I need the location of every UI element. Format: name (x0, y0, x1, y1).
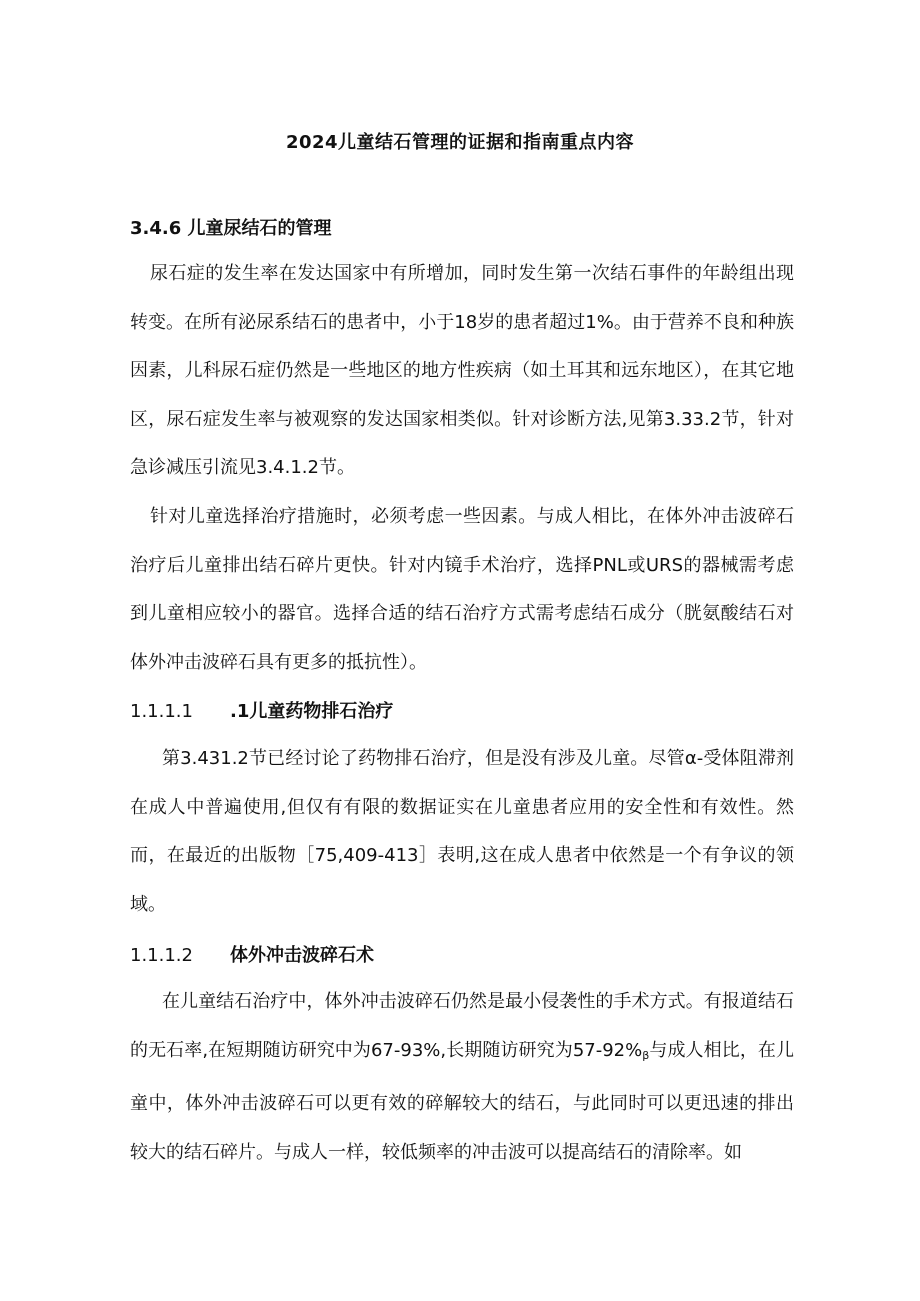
paragraph-4-subscript: β (642, 1048, 650, 1062)
paragraph-4-part-b: 与成人相比，在儿童中，体外冲击波碎石可以更有效的碎解较大的结石，与此同时可以更迅速的排出较大的结石碎片。与成人一样，较低频率的冲击波可以提高结石的清除率。如 (130, 1039, 795, 1163)
subsection-title: .1儿童药物排石治疗 (230, 701, 394, 722)
paragraph-2: 针对儿童选择治疗措施时，必须考虑一些因素。与成人相比，在体外冲击波碎石治疗后儿童排出结石碎片更快。针对内镜手术治疗，选择PNL或URS的器械需考虑到儿童相应较小的器官。选择合适的结石治疗方式需考虑结石成分（胱氨酸结石对体外冲击波碎石具有更多的抵抗性）。 (130, 506, 794, 673)
subsection-heading-2 (130, 941, 374, 967)
paragraph-1: 尿石症的发生率在发达国家中有所增加，同时发生第一次结石事件的年龄组出现转变。在所有泌尿系结石的患者中，小于18岁的患者超过1%。由于营养不良和种族因素，儿科尿石症仍然是一些地区的地方性疾病（如土耳其和远东地区），在其它地区，尿石症发生率与被观察的发达国家相类似。针对诊断方法,见第3.33.2节，针对急诊减压引流见3.4.1.2节。 (130, 263, 794, 478)
paragraph-4 (130, 978, 794, 1177)
subsection-number: 1.1.1.1 (130, 701, 193, 722)
subsection-title: 体外冲击波碎石术 (230, 945, 374, 966)
section-heading: 3.4.6 儿童尿结石的管理 (130, 218, 332, 239)
paragraph-3: 第3.431.2节已经讨论了药物排石治疗，但是没有涉及儿童。尽管α-受体阻滞剂在成人中普遍使用,但仅有有限的数据证实在儿童患者应用的安全性和有效性。然而，在最近的出版物［75,409-413］表明,这在成人患者中依然是一个有争议的领域。 (130, 748, 794, 915)
paragraph-4-part-a: 在儿童结石治疗中，体外冲击波碎石仍然是最小侵袭性的手术方式。有报道结石的无石率,在短期随访研究中为67-93%,长期随访研究为57-92% (130, 991, 794, 1061)
document-title: 2024儿童结石管理的证据和指南重点内容 (285, 132, 635, 153)
subsection-heading-1 (130, 697, 393, 723)
subsection-number: 1.1.1.2 (130, 945, 193, 966)
